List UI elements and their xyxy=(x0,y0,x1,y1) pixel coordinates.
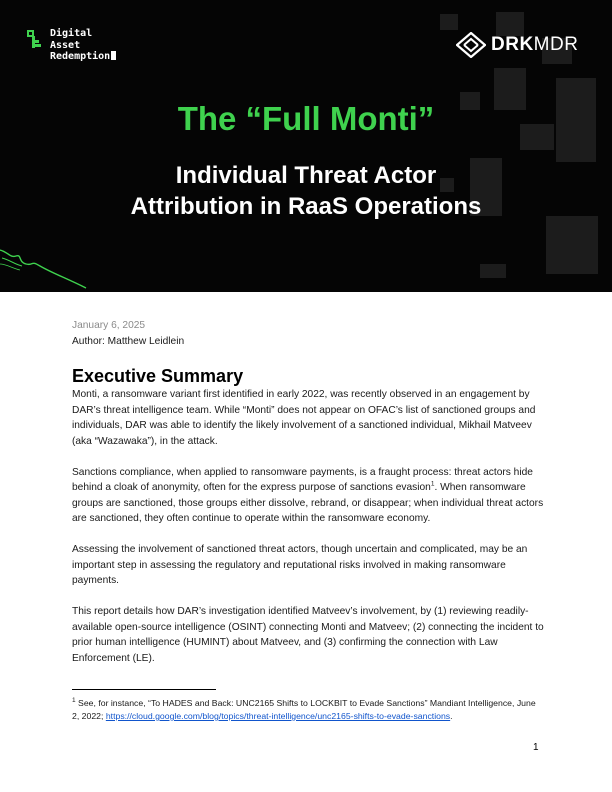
paragraph-3: Assessing the involvement of sanctioned threat actors, though uncertain and complicated, may be an important step in assessing the regulatory and reputational risks involved in making ransomware payments. xyxy=(72,544,528,586)
report-date: January 6, 2025 xyxy=(72,320,146,331)
dar-logo-line1: Digital xyxy=(50,28,93,39)
paragraph-2 xyxy=(72,465,544,527)
report-subtitle-line2: Attribution in RaaS Operations xyxy=(130,193,482,220)
cover-banner xyxy=(0,0,612,292)
dar-logo-line3: Redemption xyxy=(50,51,111,62)
decor-square xyxy=(480,264,506,278)
drkmdr-logo xyxy=(456,32,578,58)
document-body xyxy=(72,318,544,682)
decor-square xyxy=(546,216,598,274)
drkmdr-logo-regular: MDR xyxy=(533,34,579,55)
page-number: 1 xyxy=(533,742,539,753)
dar-logo-line2: Asset xyxy=(50,39,81,51)
section-heading: Executive Summary xyxy=(72,366,244,386)
drkmdr-mark-icon xyxy=(456,32,486,58)
dar-logo xyxy=(26,28,116,63)
paragraph-4: This report details how DAR’s investigation identified Matveev’s involvement, by (1) reviewing readily-available open-source intelligence (OSINT) connecting Monti and Matveev; (2) connecting the incident to prior human intelligence (HUMINT) about Matveev, and (3) confirming the connection with Law Enforcement (LE). xyxy=(72,606,544,664)
drkmdr-logo-bold: DRK xyxy=(491,34,534,55)
decor-square xyxy=(440,14,458,30)
footnote-text: See, for instance, “To HADES and Back: UNC2165 Shifts to LOCKBIT to Evade Sanctions” Mandiant Intelligence, June 2, 2022; xyxy=(72,698,536,721)
footnote-divider xyxy=(72,689,216,690)
footnote-after: . xyxy=(450,711,453,721)
cursor-block-icon xyxy=(111,51,116,60)
paragraph-1: Monti, a ransomware variant first identified in early 2022, was recently observed in an engagement by DAR’s threat intelligence team. While “Monti” does not appear on OFAC’s list of sanctioned groups and individuals, DAR was able to identify the likely involvement of a sanctioned individual, Mikhail Matveev (aka “Wazawaka”), in the attack. xyxy=(72,389,536,447)
green-squiggle-decoration xyxy=(0,246,90,292)
report-subtitle xyxy=(0,160,612,222)
paragraph-2-text-b: . When ransomware groups are sanctioned, those groups either dissolve, rebrand, or disappear; when individual threat actors are sanctioned, they often continue to operate within the ransomware economy. xyxy=(72,482,544,524)
footnote-link[interactable]: https://cloud.google.com/blog/topics/threat-intelligence/unc2165-shifts-to-evade-sanctions xyxy=(105,711,451,721)
report-author: Author: Matthew Leidlein xyxy=(72,335,185,347)
report-title: The “Full Monti” xyxy=(177,100,435,137)
footnote-number: 1 xyxy=(72,697,76,705)
report-subtitle-line1: Individual Threat Actor xyxy=(175,162,437,189)
dar-key-icon xyxy=(26,28,44,50)
paragraph-2-text-a: Sanctions compliance, when applied to ransomware payments, is a fraught process: threat actors hide behind a cloak of anonymity, often for the express purpose of sanctions evasion xyxy=(72,466,533,493)
footnote xyxy=(72,697,542,723)
footnote-ref[interactable]: 1 xyxy=(430,480,435,488)
